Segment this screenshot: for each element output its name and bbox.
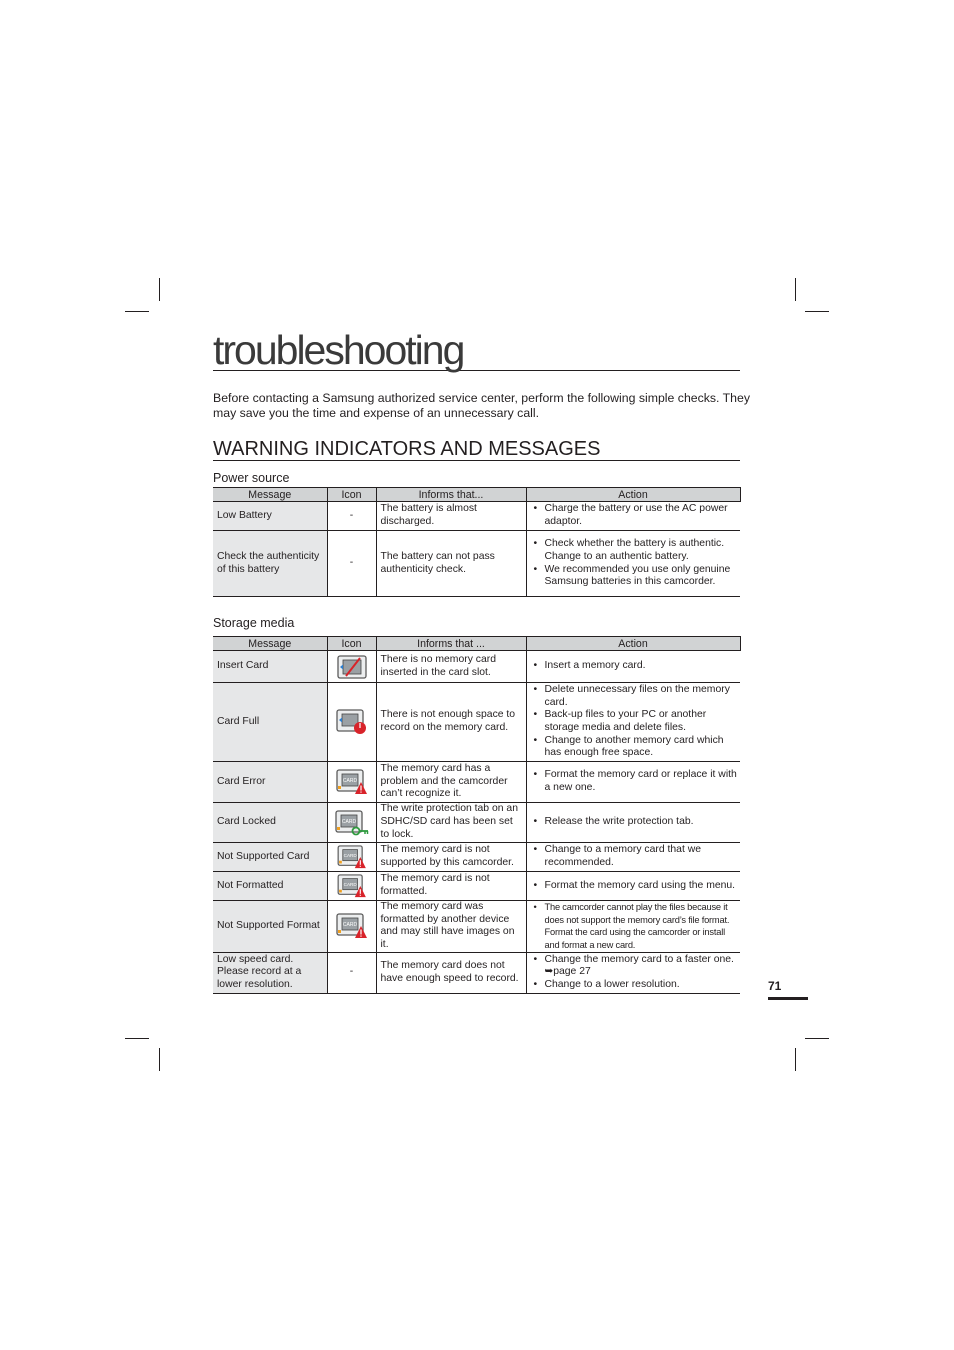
column-header: Informs that ...: [376, 637, 526, 651]
table-row: [213, 531, 740, 597]
action-item: • We recommended you use only genuine Samsung batteries in this camcorder.: [531, 564, 738, 589]
icon-cell: -: [327, 502, 376, 531]
action-item: • Insert a memory card.: [531, 660, 738, 673]
message-cell: Not Formatted: [213, 872, 327, 901]
table-row: [213, 502, 740, 531]
table-row: [213, 803, 740, 843]
column-header: Informs that...: [376, 488, 526, 502]
action-cell: [526, 683, 740, 762]
table-row: [213, 651, 740, 683]
crop-mark: [159, 278, 160, 301]
storage-media-heading: Storage media: [213, 616, 295, 630]
table-row: [213, 762, 740, 803]
action-cell: [526, 531, 740, 597]
crop-mark: [805, 311, 829, 312]
card-label: CARD: [342, 922, 357, 929]
storage-media-table: [213, 636, 741, 994]
informs-cell: There is not enough space to record on the memory card.: [376, 683, 526, 762]
intro-text: Before contacting a Samsung authorized service center, perform the following simple checks. They may save you the time and expense of an unnecessary call.: [213, 391, 751, 420]
action-item: • Change the memory card to a faster one. ➥page 27: [531, 954, 738, 979]
informs-cell: The battery is almost discharged.: [376, 502, 526, 531]
table-row: [213, 901, 740, 953]
informs-cell: The write protection tab on an SDHC/SD card has been set to lock.: [376, 803, 526, 843]
crop-mark: [795, 278, 796, 301]
action-item: • Change to another memory card which has enough free space.: [531, 735, 738, 760]
power-source-heading: Power source: [213, 471, 290, 485]
section-heading: WARNING INDICATORS AND MESSAGES: [213, 438, 740, 461]
informs-cell: There is no memory card inserted in the card slot.: [376, 651, 526, 683]
table-row: [213, 843, 740, 872]
action-item: • Change to a lower resolution.: [531, 979, 738, 992]
crop-mark: [125, 311, 149, 312]
icon-cell: -: [327, 531, 376, 597]
icon-cell: [327, 901, 376, 953]
action-item: • Format the memory card using the menu.: [531, 880, 738, 893]
message-cell: Check the authenticity of this battery: [213, 531, 327, 597]
informs-cell: The memory card does not have enough speed to record.: [376, 952, 526, 993]
page-number: 71: [768, 979, 808, 1000]
action-cell: [526, 502, 740, 531]
column-header: Message: [213, 637, 327, 651]
card-warning-icon: [336, 913, 368, 939]
message-cell: Low Battery: [213, 502, 327, 531]
action-cell: [526, 803, 740, 843]
action-cell: [526, 872, 740, 901]
action-item: • Back-up files to your PC or another storage media and delete files.: [531, 709, 738, 734]
informs-cell: The memory card has a problem and the camcorder can’t recognize it.: [376, 762, 526, 803]
card-warning-icon: [336, 769, 368, 795]
informs-cell: The memory card is not formatted.: [376, 872, 526, 901]
table-row: [213, 872, 740, 901]
action-item: • Delete unnecessary files on the memory card.: [531, 684, 738, 709]
card-label: CARD: [343, 882, 357, 887]
action-cell: [526, 901, 740, 953]
message-cell: Card Full: [213, 683, 327, 762]
crop-mark: [159, 1048, 160, 1071]
informs-cell: The memory card is not supported by this camcorder.: [376, 843, 526, 872]
action-item: • Release the write protection tab.: [531, 816, 738, 829]
card-label: CARD: [341, 818, 356, 825]
action-cell: [526, 762, 740, 803]
card-label: CARD: [343, 853, 357, 858]
action-item: • Format the memory card or replace it with a new one.: [531, 769, 738, 794]
column-header: Message: [213, 488, 327, 502]
power-source-table: [213, 487, 741, 597]
table-row: [213, 952, 740, 993]
page-title: troubleshooting: [213, 330, 740, 371]
card-warning-icon: [336, 845, 368, 869]
message-cell: Insert Card: [213, 651, 327, 683]
table-header-row: [213, 637, 740, 651]
crop-mark: [125, 1038, 149, 1039]
informs-cell: The memory card was formatted by another device and may still have images on it.: [376, 901, 526, 953]
action-item: • The camcorder cannot play the files because it does not support the memory card’s file format. Format the card using the camcorder or install and format a new card.: [531, 901, 738, 952]
action-cell: [526, 843, 740, 872]
table-row: [213, 683, 740, 762]
message-cell: Card Error: [213, 762, 327, 803]
card-full-icon: [336, 709, 368, 735]
message-cell: Low speed card. Please record at a lower resolution.: [213, 952, 327, 993]
icon-cell: [327, 803, 376, 843]
crop-mark: [795, 1048, 796, 1071]
action-item: • Change to a memory card that we recommended.: [531, 844, 738, 869]
action-item: • Check whether the battery is authentic. Change to an authentic battery.: [531, 538, 738, 563]
message-cell: Card Locked: [213, 803, 327, 843]
message-cell: Not Supported Card: [213, 843, 327, 872]
icon-cell: [327, 651, 376, 683]
icon-cell: [327, 843, 376, 872]
table-header-row: [213, 488, 740, 502]
column-header: Action: [526, 637, 740, 651]
column-header: Icon: [327, 637, 376, 651]
card-warning-icon: [336, 874, 368, 898]
message-cell: Not Supported Format: [213, 901, 327, 953]
no-card-icon: [337, 655, 367, 679]
action-cell: [526, 651, 740, 683]
icon-cell: [327, 762, 376, 803]
column-header: Icon: [327, 488, 376, 502]
column-header: Action: [526, 488, 740, 502]
card-locked-icon: [335, 810, 369, 836]
icon-cell: [327, 872, 376, 901]
icon-cell: [327, 683, 376, 762]
informs-cell: The battery can not pass authenticity check.: [376, 531, 526, 597]
action-item: • Charge the battery or use the AC power adaptor.: [531, 503, 738, 528]
card-label: CARD: [342, 778, 357, 784]
action-cell: [526, 952, 740, 993]
icon-cell: -: [327, 952, 376, 993]
crop-mark: [805, 1038, 829, 1039]
